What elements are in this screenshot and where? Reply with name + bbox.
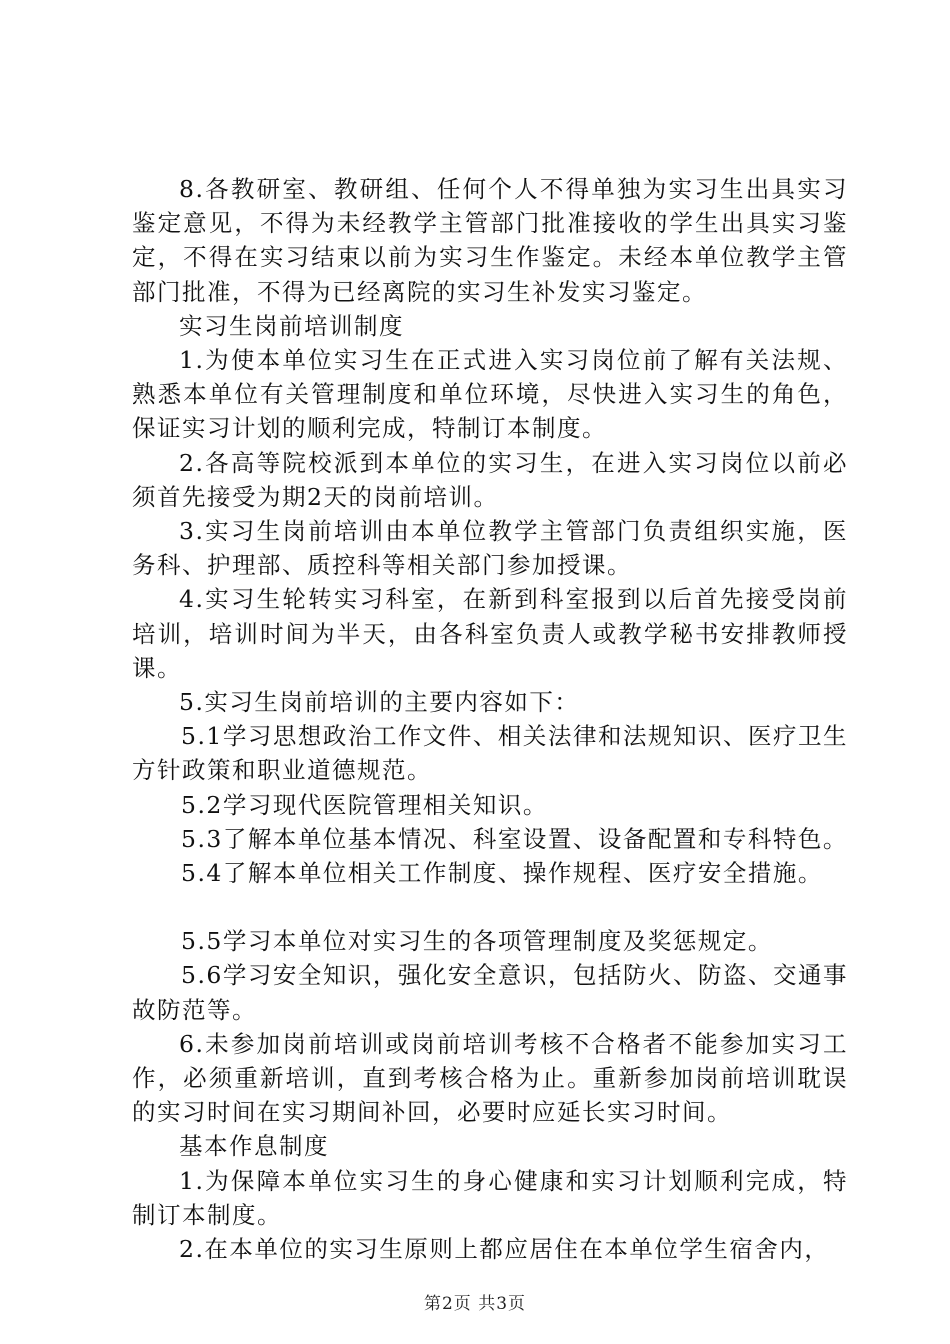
paragraph-training-5-1: 5.1学习思想政治工作文件、相关法律和法规知识、医疗卫生方针政策和职业道德规范。 xyxy=(132,722,848,785)
paragraph-8-appraisal: 8.各教研室、教研组、任何个人不得单独为实习生出具实习鉴定意见，不得为未经教学主管部门批准接收的学生出具实习鉴定，不得在实习结束以前为实习生作鉴定。未经本单位教学主管部门批准，不得为已经离院的实习生补发实习鉴定。 xyxy=(132,175,848,306)
section-heading-daily-schedule: 基本作息制度 xyxy=(179,1132,329,1161)
paragraph-training-2: 2.各高等院校派到本单位的实习生，在进入实习岗位以前必须首先接受为期2天的岗前培训。 xyxy=(132,448,848,511)
section-heading-pre-job-training: 实习生岗前培训制度 xyxy=(179,311,404,340)
blank-line xyxy=(132,890,848,924)
document-body xyxy=(132,172,848,1266)
paragraph-training-5-2: 5.2学习现代医院管理相关知识。 xyxy=(181,790,548,819)
paragraph-training-5: 5.实习生岗前培训的主要内容如下： xyxy=(179,688,580,717)
paragraph-training-5-4: 5.4了解本单位相关工作制度、操作规程、医疗安全措施。 xyxy=(181,859,823,888)
paragraph-schedule-2: 2.在本单位的实习生原则上都应居住在本单位学生宿舍内， xyxy=(179,1235,830,1264)
paragraph-training-1: 1.为使本单位实习生在正式进入实习岗位前了解有关法规、熟悉本单位有关管理制度和单位环境，尽快进入实习生的角色，保证实习计划的顺利完成，特制订本制度。 xyxy=(132,346,848,443)
paragraph-training-3: 3.实习生岗前培训由本单位教学主管部门负责组织实施，医务科、护理部、质控科等相关部门参加授课。 xyxy=(132,517,848,580)
paragraph-training-6: 6.未参加岗前培训或岗前培训考核不合格者不能参加实习工作，必须重新培训，直到考核合格为止。重新参加岗前培训耽误的实习时间在实习期间补回，必要时应延长实习时间。 xyxy=(132,1029,848,1127)
paragraph-training-5-5: 5.5学习本单位对实习生的各项管理制度及奖惩规定。 xyxy=(181,927,773,956)
paragraph-training-4: 4.实习生轮转实习科室，在新到科室报到以后首先接受岗前培训，培训时间为半天，由各科室负责人或教学秘书安排教师授课。 xyxy=(132,585,848,682)
page-number-footer: 第2页 共3页 xyxy=(423,1294,527,1314)
paragraph-training-5-3: 5.3了解本单位基本情况、科室设置、设备配置和专科特色。 xyxy=(181,824,848,853)
paragraph-training-5-6: 5.6学习安全知识，强化安全意识，包括防火、防盗、交通事故防范等。 xyxy=(132,961,848,1024)
paragraph-schedule-1: 1.为保障本单位实习生的身心健康和实习计划顺利完成，特制订本制度。 xyxy=(132,1166,848,1229)
